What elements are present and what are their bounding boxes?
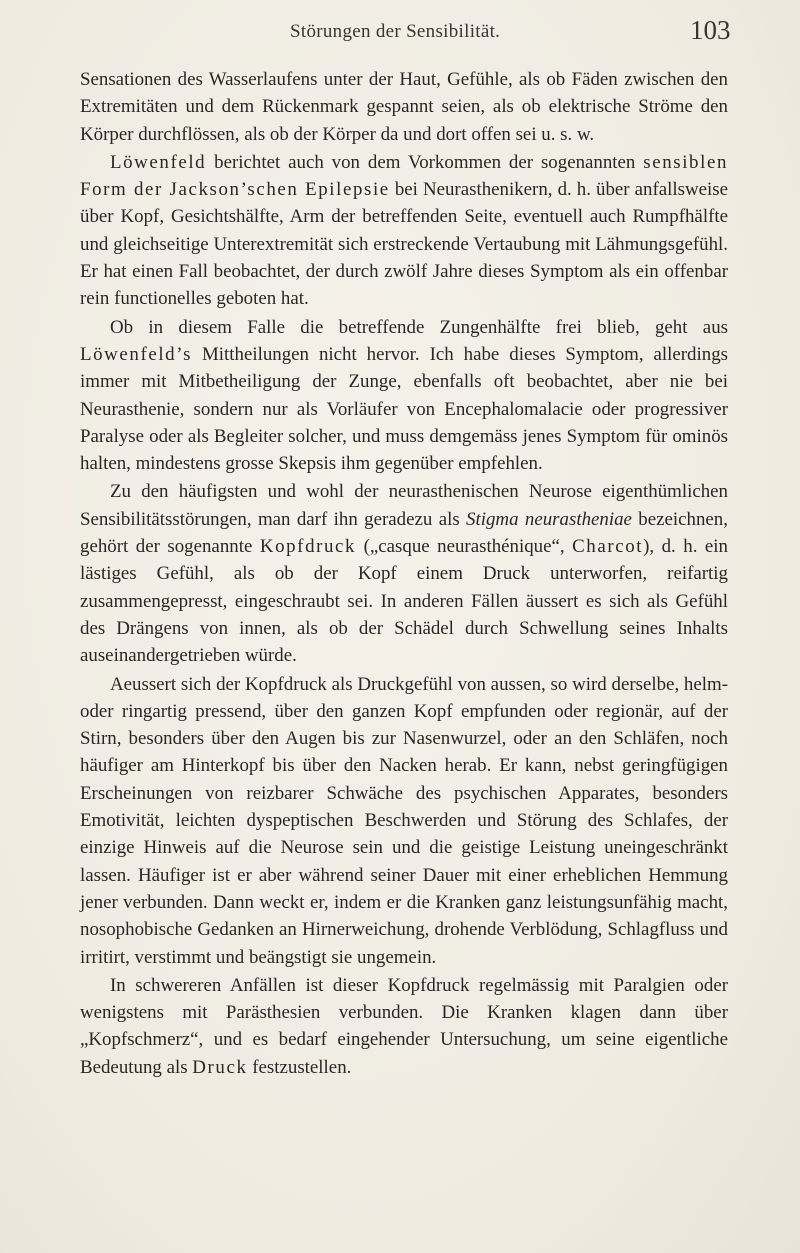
paragraph-1: Sensationen des Wasserlaufens unter der Haut, Gefühle, als ob Fäden zwischen den Extremitäten und dem Rückenmark gespannt seien, als ob elektrische Ströme den Körper durchflössen, als ob der Körper da und dort offen sei u. s. w. <box>80 69 728 145</box>
author-name-loewenfeld: Löwenfeld <box>110 151 207 173</box>
author-name-loewenfelds: Löwenfeld’s <box>80 343 193 365</box>
paragraph-4: Zu den häufigsten und wohl der neurasthenischen Neurose eigenthümlichen Sensibilitätsstörungen, man darf ihn geradezu als Stigma neurastheniae bezeichnen, gehört der sogenannte Kopfdruck („casque neurasthénique“, Charcot), d. h. ein lästiges Gefühl, als ob der Kopf einem Druck unterworfen, reifartig zusammengepresst, eingeschraubt sei. In anderen Fällen äussert es sich als Gefühl des Drängens von innen, als ob der Schädel durch Schwellung seines Inhalts auseinandergetrieben würde. <box>80 481 728 667</box>
running-head <box>0 15 800 55</box>
paragraph-3: Ob in diesem Falle die betreffende Zungenhälfte frei blieb, geht aus Löwenfeld’s Mittheilungen nicht hervor. Ich habe dieses Symptom, allerdings immer mit Mitbetheiligung der Zunge, ebenfalls oft beobachtet, aber nie bei Neurasthenie, sondern nur als Vorläufer von Encephalomalacie oder progressiver Paralyse oder als Begleiter solcher, und muss demgemäss jenes Symptom für ominös halten, mindestens grosse Skepsis ihm gegenüber empfehlen. <box>80 316 728 475</box>
term-kopfdruck: Kopfdruck <box>259 536 357 558</box>
page-number: 103 <box>690 15 731 45</box>
term-sensible-form: sensiblen Form der Jackson’schen Epilepsie <box>80 151 728 201</box>
paragraph-5: Aeussert sich der Kopfdruck als Druckgefühl von aussen, so wird derselbe, helm- oder ringartig pressend, über den ganzen Kopf empfunden oder regionär, auf der Stirn, besonders über den Augen bis zur Nasenwurzel, oder an den Schläfen, noch häufiger am Hinterkopf bis über den Nacken herab. Er kann, nebst geringfügigen Erscheinungen von reizbarer Schwäche des psychischen Apparates, besonders Emotivität, leichten dyspeptischen Beschwerden und Störung des Schlafes, der einzige Hinweis auf die Neurose sein und die geistige Leistung uneingeschränkt lassen. Häufiger ist er aber während seiner Dauer mit einer erheblichen Hemmung jener verbunden. Dann weckt er, indem er die Kranken ganz leistungsunfähig macht, nosophobische Gedanken an Hirnerweichung, drohende Verblödung, Schlagfluss und irritirt, verstimmt und beängstigt sie ungemein. <box>80 673 728 968</box>
running-title: Störungen der Sensibilität. <box>290 21 501 42</box>
author-name-charcot: Charcot <box>572 536 644 558</box>
paragraph-6: In schwereren Anfällen ist dieser Kopfdruck regelmässig mit Paralgien oder wenigstens mit Parästhesien verbunden. Die Kranken klagen dann über „Kopfschmerz“, und es bedarf eingehender Untersuchung, um seine eigentliche Bedeutung als Druck festzustellen. <box>80 974 728 1078</box>
paragraph-2: Löwenfeld berichtet auch von dem Vorkommen der sogenannten sensiblen Form der Jackson’schen Epilepsie bei Neurasthenikern, d. h. über anfallsweise über Kopf, Gesichtshälfte, Arm der betreffenden Seite, eventuell auch Rumpfhälfte und gleichseitige Unterextremität sich erstreckende Vertaubung mit Lähmungsgefühl. Er hat einen Fall beobachtet, der durch zwölf Jahre dieses Symptom als ein offenbar rein functionelles geboten hat. <box>80 151 728 310</box>
term-druck: Druck <box>192 1056 248 1078</box>
term-stigma-neurastheniae: Stigma neurastheniae <box>466 508 632 530</box>
body-text <box>80 66 728 1082</box>
